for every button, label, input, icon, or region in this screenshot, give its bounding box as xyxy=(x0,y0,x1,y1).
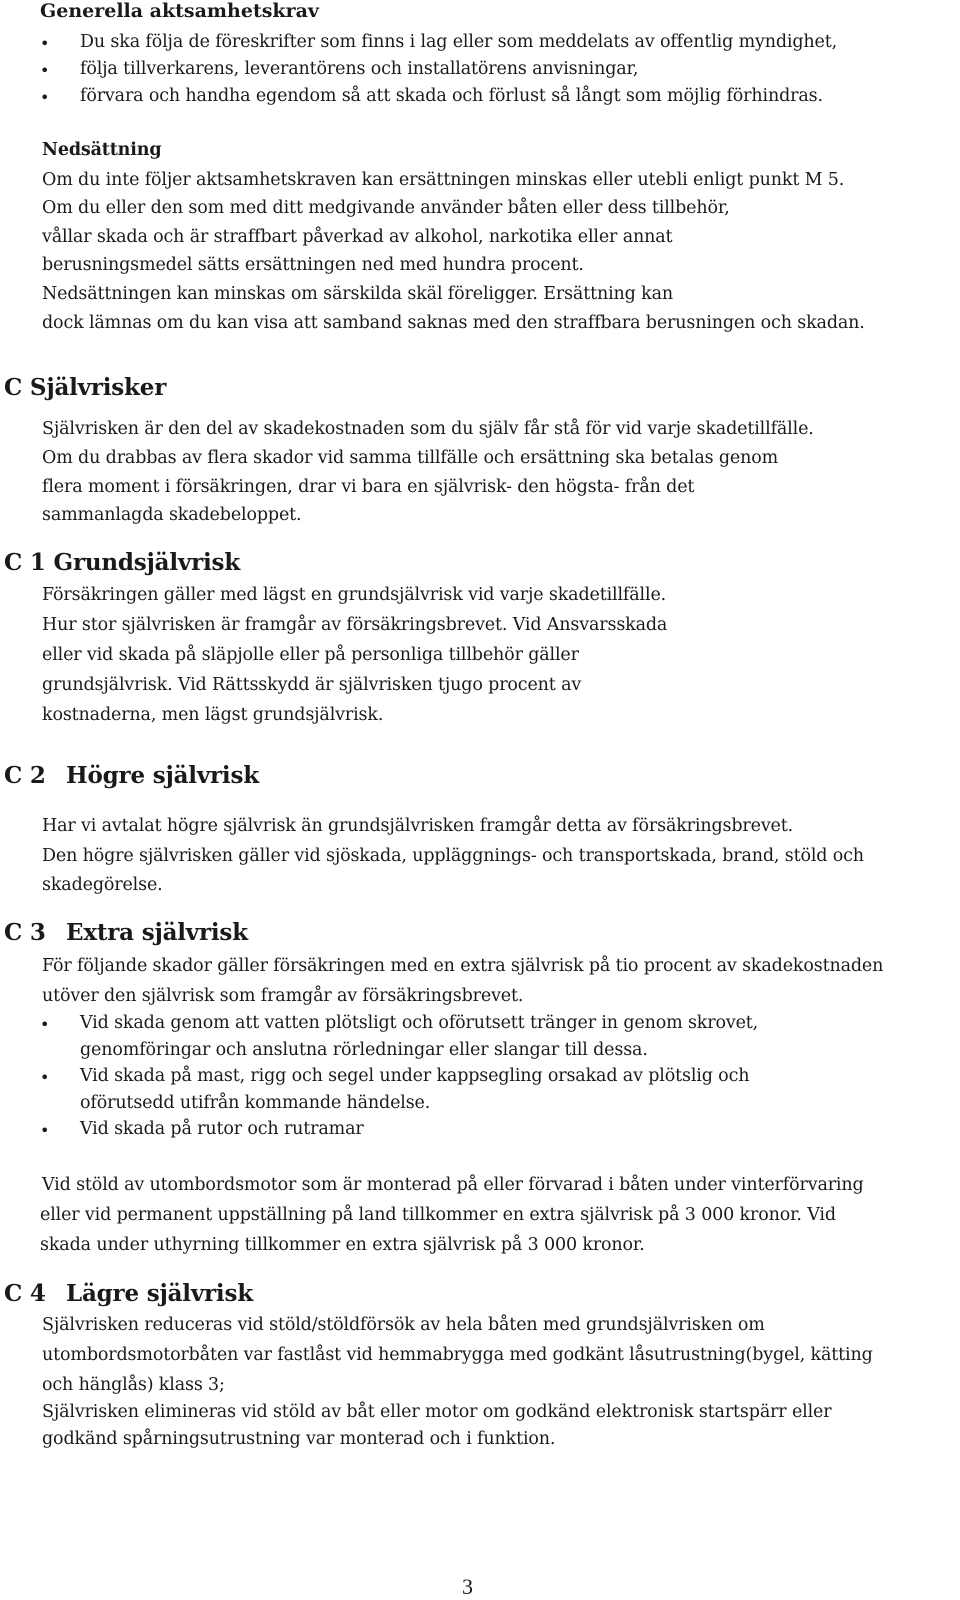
bullet-icon: • xyxy=(40,1068,50,1087)
page-number: 3 xyxy=(462,1574,473,1599)
paragraph-line: Självrisken elimineras vid stöld av båt eller motor om godkänd elektronisk startspärr eller xyxy=(42,1402,832,1422)
paragraph-line: Vid stöld av utombordsmotor som är monterad på eller förvarad i båten under vinterförvaring xyxy=(42,1175,864,1195)
paragraph-line: Nedsättningen kan minskas om särskilda skäl föreligger. Ersättning kan xyxy=(42,284,673,304)
paragraph-line: godkänd spårningsutrustning var monterad och i funktion. xyxy=(42,1429,556,1449)
paragraph-line: Har vi avtalat högre självrisk än grundsjälvrisken framgår detta av försäkringsbrevet. xyxy=(42,816,794,836)
paragraph-line: utöver den självrisk som framgår av försäkringsbrevet. xyxy=(42,986,524,1006)
section-heading: Generella aktsamhetskrav xyxy=(40,0,319,22)
bullet-text: oförutsedd utifrån kommande händelse. xyxy=(80,1093,431,1113)
bullet-icon: • xyxy=(40,88,50,107)
paragraph-line: och hänglås) klass 3; xyxy=(42,1375,225,1395)
paragraph-line: berusningsmedel sätts ersättningen ned med hundra procent. xyxy=(42,255,584,275)
paragraph-line: grundsjälvrisk. Vid Rättsskydd är självrisken tjugo procent av xyxy=(42,675,582,695)
section-number: C 2 xyxy=(4,762,46,789)
paragraph-line: skada under uthyrning tillkommer en extra självrisk på 3 000 kronor. xyxy=(40,1235,645,1255)
paragraph-line: Om du drabbas av flera skador vid samma tillfälle och ersättning ska betalas genom xyxy=(42,448,779,468)
paragraph-line: kostnaderna, men lägst grundsjälvrisk. xyxy=(42,705,384,725)
section-heading: C 1 Grundsjälvrisk xyxy=(4,549,241,576)
paragraph-line: utombordsmotorbåten var fastlåst vid hemmabrygga med godkänt låsutrustning(bygel, kätting xyxy=(42,1345,873,1365)
paragraph-line: flera moment i försäkringen, drar vi bara en självrisk- den högsta- från det xyxy=(42,477,695,497)
bullet-text: Vid skada på mast, rigg och segel under kappsegling orsakad av plötslig och xyxy=(80,1066,750,1086)
section-number: C 3 xyxy=(4,919,46,946)
paragraph-line: Hur stor självrisken är framgår av försäkringsbrevet. Vid Ansvarsskada xyxy=(42,615,668,635)
subheading: Nedsättning xyxy=(42,140,162,160)
section-heading: Extra självrisk xyxy=(66,919,248,946)
paragraph-line: eller vid skada på släpjolle eller på personliga tillbehör gäller xyxy=(42,645,579,665)
paragraph-line: Självrisken reduceras vid stöld/stöldförsök av hela båten med grundsjälvrisken om xyxy=(42,1315,765,1335)
section-heading: Högre självrisk xyxy=(66,762,259,789)
section-heading: C Självrisker xyxy=(4,374,167,401)
paragraph-line: eller vid permanent uppställning på land tillkommer en extra självrisk på 3 000 kronor. Vid xyxy=(40,1205,836,1225)
paragraph-line: Den högre självrisken gäller vid sjöskada, uppläggnings- och transportskada, brand, stöld och xyxy=(42,846,864,866)
paragraph-line: För följande skador gäller försäkringen med en extra självrisk på tio procent av skadekostnaden xyxy=(42,956,884,976)
bullet-icon: • xyxy=(40,1121,50,1140)
section-number: C 4 xyxy=(4,1280,46,1307)
paragraph-line: Försäkringen gäller med lägst en grundsjälvrisk vid varje skadetillfälle. xyxy=(42,585,667,605)
bullet-icon: • xyxy=(40,61,50,80)
paragraph-line: sammanlagda skadebeloppet. xyxy=(42,505,302,525)
paragraph-line: Om du eller den som med ditt medgivande använder båten eller dess tillbehör, xyxy=(42,198,730,218)
bullet-text: följa tillverkarens, leverantörens och installatörens anvisningar, xyxy=(80,59,639,79)
bullet-text: Du ska följa de föreskrifter som finns i lag eller som meddelats av offentlig myndighet, xyxy=(80,32,838,52)
paragraph-line: Om du inte följer aktsamhetskraven kan ersättningen minskas eller utebli enligt punkt M 5. xyxy=(42,170,845,190)
bullet-icon: • xyxy=(40,1015,50,1034)
paragraph-line: dock lämnas om du kan visa att samband saknas med den straffbara berusningen och skadan. xyxy=(42,313,865,333)
bullet-text: förvara och handha egendom så att skada och förlust så långt som möjlig förhindras. xyxy=(80,86,823,106)
section-heading: Lägre självrisk xyxy=(66,1280,253,1307)
bullet-text: genomföringar och anslutna rörledningar eller slangar till dessa. xyxy=(80,1040,648,1060)
paragraph-line: Självrisken är den del av skadekostnaden som du själv får stå för vid varje skadetillfälle. xyxy=(42,419,814,439)
bullet-text: Vid skada på rutor och rutramar xyxy=(80,1119,364,1139)
paragraph-line: skadegörelse. xyxy=(42,875,163,895)
paragraph-line: vållar skada och är straffbart påverkad av alkohol, narkotika eller annat xyxy=(42,227,673,247)
bullet-icon: • xyxy=(40,34,50,53)
bullet-text: Vid skada genom att vatten plötsligt och oförutsett tränger in genom skrovet, xyxy=(80,1013,759,1033)
